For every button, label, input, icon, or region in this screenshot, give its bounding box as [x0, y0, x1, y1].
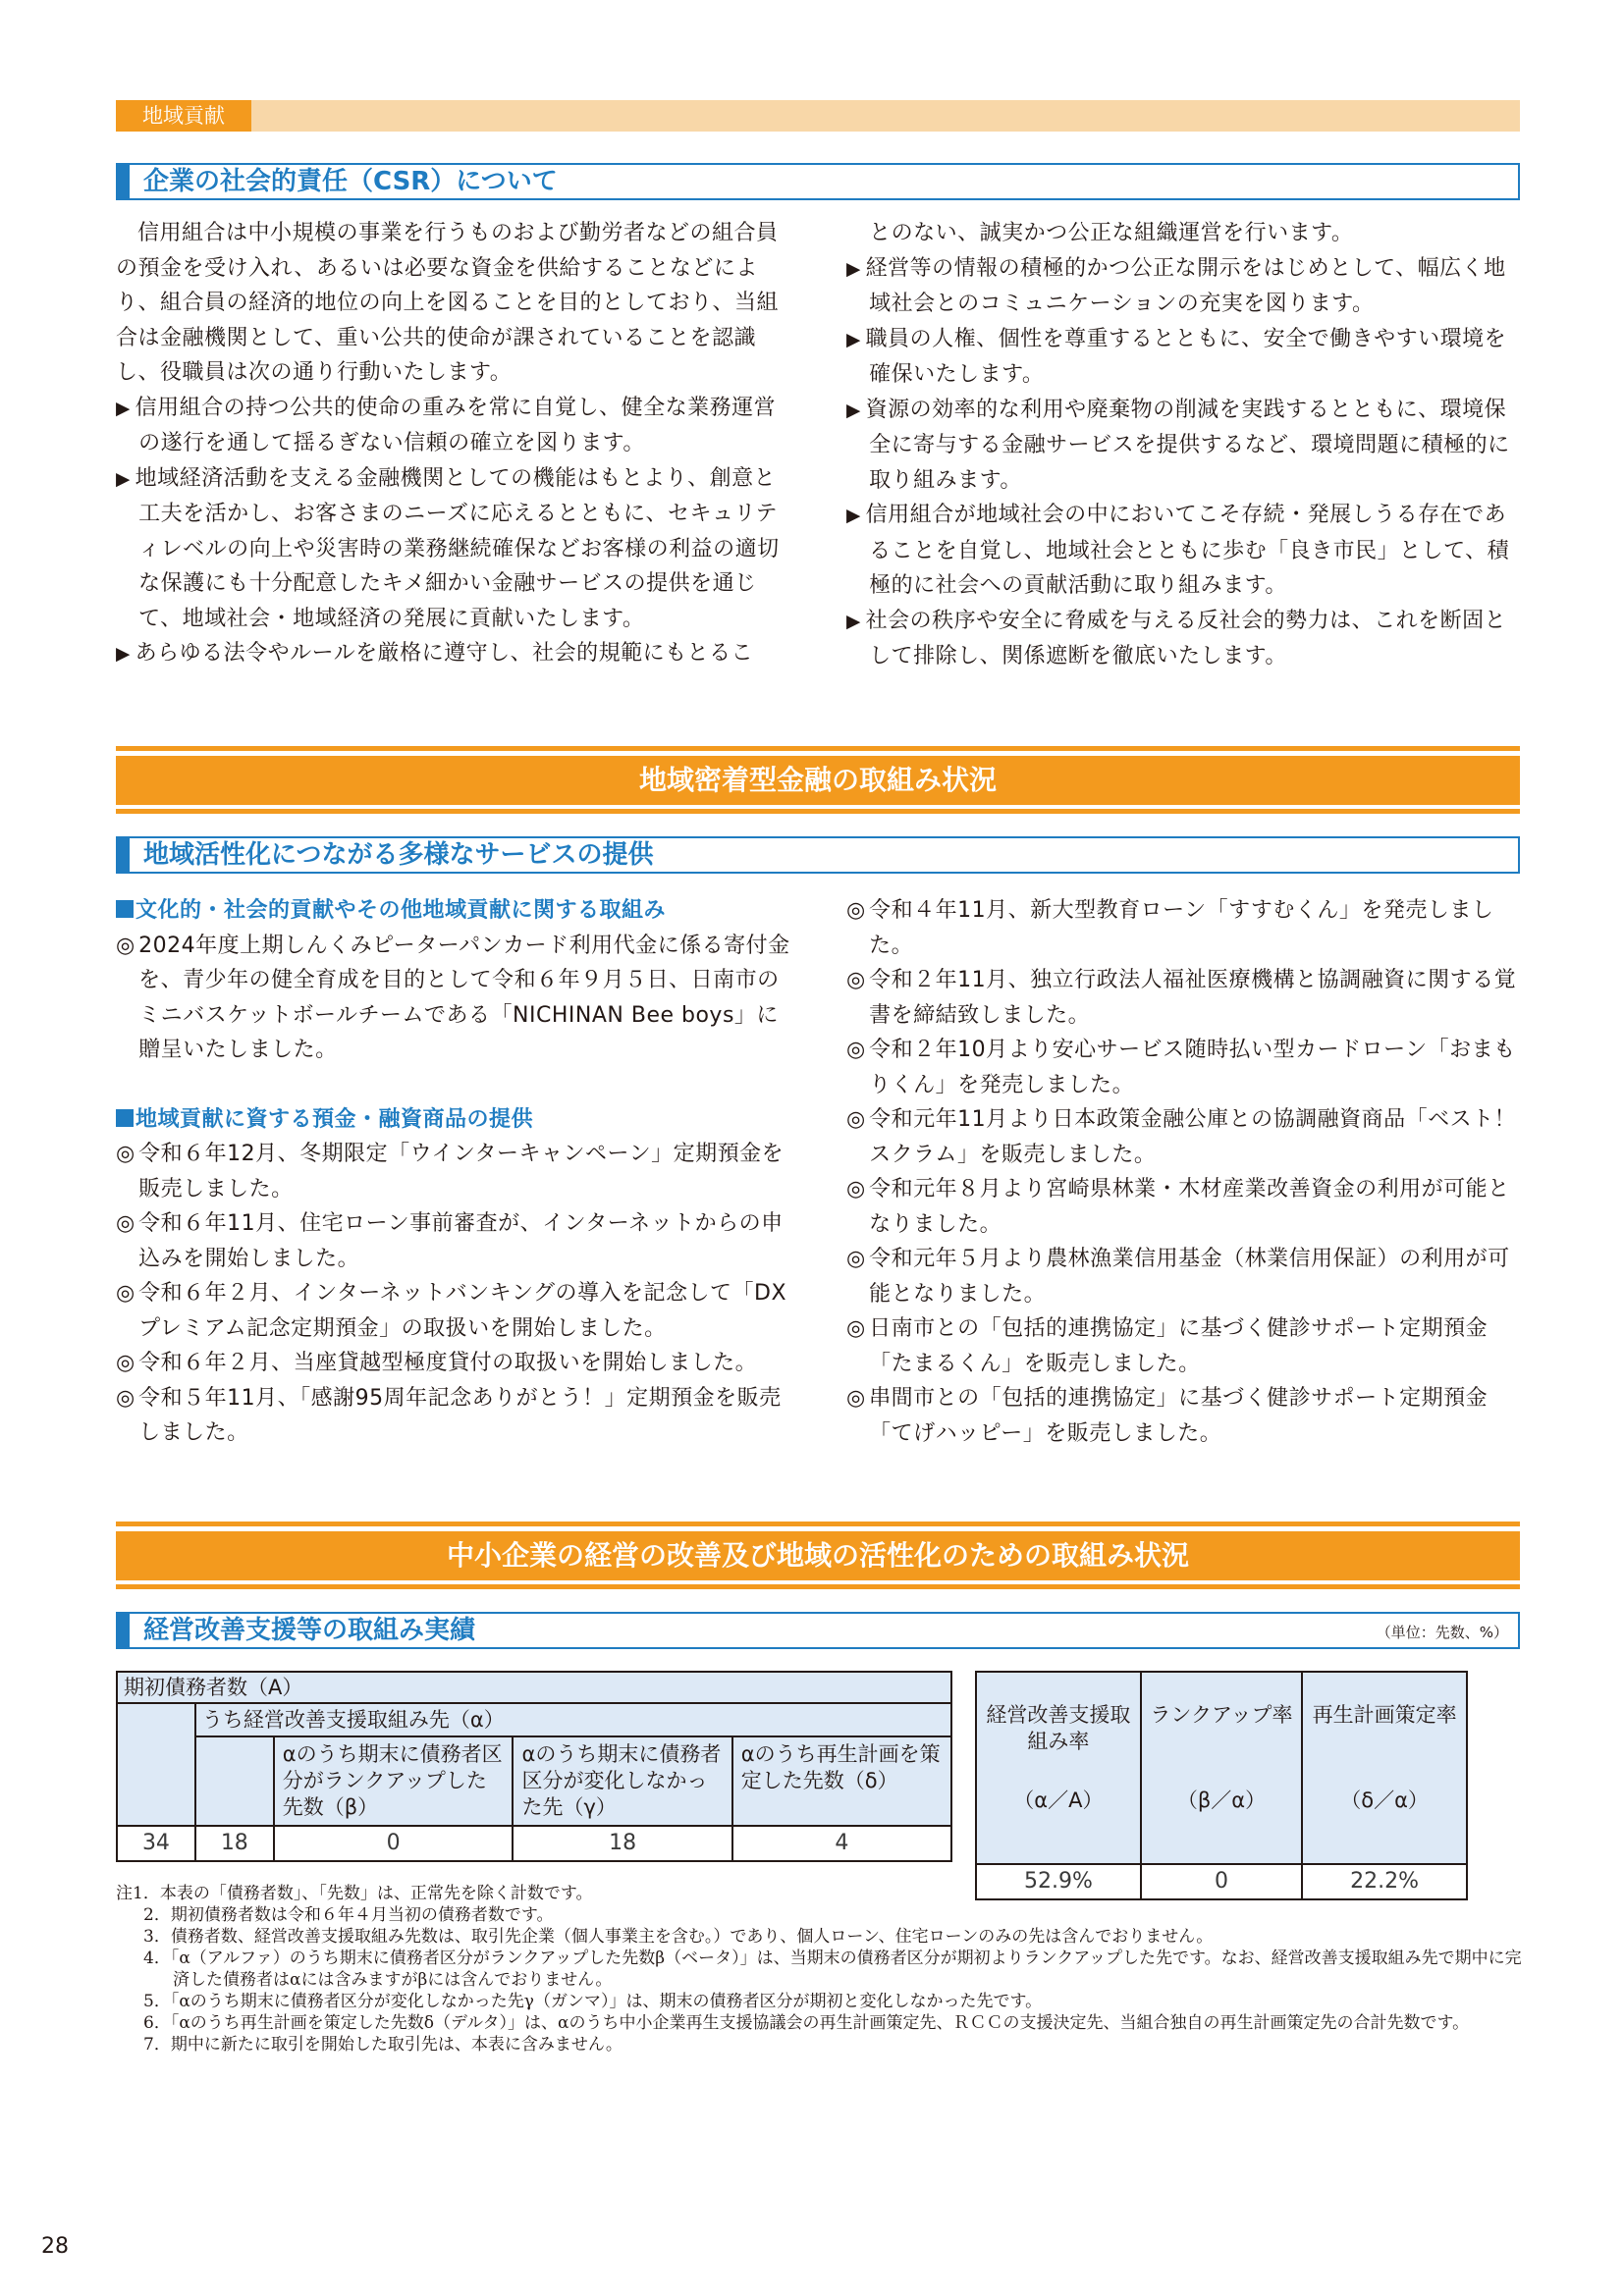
double-circle-icon: ◎ — [846, 1107, 866, 1132]
rates-table — [975, 1671, 1468, 1900]
product-item: ◎ 令和４年11月、新大型教育ローン「すすむくん」を発売しました。 — [846, 893, 1524, 963]
double-circle-icon: ◎ — [116, 1351, 135, 1375]
product-item: ◎ 令和６年２月、当座貸越型極度貸付の取扱いを開始しました。 — [116, 1346, 793, 1381]
triangle-bullet-icon: ▶ — [846, 329, 861, 350]
note-item: 6．「αのうち再生計画を策定した先数δ（デルタ）」は、αのうち中小企業再生支援協議会の再生計画策定先、ＲＣＣの支援決定先、当組合独自の再生計画策定先の合計先数です。 — [143, 2013, 1470, 2033]
csr-bullet: ▶ 職員の人権、個性を尊重するとともに、安全で働きやすい環境を確保いたします。 — [846, 322, 1524, 393]
triangle-bullet-icon: ▶ — [116, 644, 131, 665]
products-heading: 地域貢献に資する預金・融資商品の提供 — [116, 1102, 793, 1138]
product-item: ◎ 令和元年11月より日本政策金融公庫との協調融資商品「ベスト！スクラム」を販売しました。 — [846, 1102, 1524, 1172]
product-item: ◎ 令和６年11月、住宅ローン事前審査が、インターネットからの申込みを開始しました。 — [116, 1206, 793, 1276]
header-delta: αのうち再生計画を策定した先数（δ） — [732, 1736, 951, 1826]
double-circle-icon: ◎ — [846, 898, 866, 923]
note-item: 7．期中に新たに取引を開始した取引先は、本表に含みません。 — [143, 2035, 623, 2055]
spacer — [116, 1068, 793, 1102]
csr-section-title: 企業の社会的責任（CSR）について — [116, 163, 1520, 200]
table-header-row — [976, 1672, 1467, 1864]
regional-services-title: 地域活性化につながる多様なサービスの提供 — [116, 836, 1520, 874]
csr-bullet: ▶ 資源の効率的な利用や廃棄物の削減を実践するとともに、環境保全に寄与する金融サービスを提供するなど、環境問題に積極的に取り組みます。 — [846, 393, 1524, 499]
double-circle-icon: ◎ — [846, 1386, 866, 1411]
header-rankup-rate: ランクアップ率 （β／α） — [1141, 1672, 1302, 1864]
category-tag: 地域貢献 — [116, 100, 251, 132]
debtor-counts-table — [116, 1671, 952, 1862]
value-beta: 0 — [274, 1826, 514, 1861]
header-alpha-spacer — [195, 1736, 274, 1826]
product-item: ◎ 令和元年５月より農林漁業信用基金（林業信用保証）の利用が可能となりました。 — [846, 1242, 1524, 1311]
banner-rule — [116, 809, 1520, 814]
csr-bullet: ▶ 信用組合が地域社会の中においてこそ存続・発展しうる存在であることを自覚し、地域社会とともに歩む「良き市民」として、積極的に社会への貢献活動に取り組みます。 — [846, 498, 1524, 604]
regional-left-column — [116, 893, 793, 1451]
table-header-row — [117, 1736, 951, 1826]
square-bullet-icon — [116, 1109, 134, 1127]
csr-bullet: ▶ 社会の秩序や安全に脅威を与える反社会的勢力は、これを断固として排除し、関係遮断を徹底いたします。 — [846, 604, 1524, 674]
header-beta: αのうち期末に債務者区分がランクアップした先数（β） — [274, 1736, 514, 1826]
value-gamma: 18 — [513, 1826, 731, 1861]
value-rankup-rate: 0 — [1141, 1864, 1302, 1899]
triangle-bullet-icon: ▶ — [846, 611, 861, 632]
banner-rule — [116, 1522, 1520, 1526]
table-header-row — [117, 1703, 951, 1736]
banner-title: 地域密着型金融の取組み状況 — [116, 756, 1520, 805]
header-A-spacer — [117, 1703, 195, 1826]
product-item: ◎ 令和２年10月より安心サービス随時払い型カードローン「おまもりくん」を発売しました。 — [846, 1033, 1524, 1102]
csr-intro: 信用組合は中小規模の事業を行うものおよび勤労者などの組合員の預金を受け入れ、あるいは必要な資金を供給することなどにより、組合員の経済的地位の向上を図ることを目的としており、当組合は金融機関として、重い公共的使命が課されていることを認識し、役職員は次の通り行動いたします。 — [116, 221, 780, 385]
table-notes — [116, 1883, 1530, 2056]
double-circle-icon: ◎ — [116, 1281, 135, 1306]
csr-left-column — [116, 216, 793, 672]
double-circle-icon: ◎ — [846, 1316, 866, 1341]
triangle-bullet-icon: ▶ — [846, 400, 861, 421]
value-support-rate: 52.9% — [976, 1864, 1141, 1899]
page-number: 28 — [41, 2234, 69, 2259]
note-item: 4．「α（アルファ）のうち期末に債務者区分がランクアップした先数β（ベータ）」は、当期末の債務者区分が期初よりランクアップした先です。なお、経営改善支援取組み先で期中に完済した債務者はαには含みますがβには含んでおりません。 — [143, 1949, 1522, 1990]
value-plan-rate: 22.2% — [1302, 1864, 1467, 1899]
double-circle-icon: ◎ — [116, 1385, 135, 1411]
csr-continuation: とのない、誠実かつ公正な組織運営を行います。 — [869, 221, 1354, 245]
category-bar — [116, 100, 1520, 132]
header-A: 期初債務者数（A） — [117, 1672, 951, 1703]
triangle-bullet-icon: ▶ — [846, 506, 861, 526]
note-item: 2．期初債務者数は令和６年４月当初の債務者数です。 — [143, 1905, 554, 1925]
product-item: ◎ 令和６年２月、インターネットバンキングの導入を記念して「DXプレミアム記念定期預金」の取扱いを開始しました。 — [116, 1276, 793, 1346]
double-circle-icon: ◎ — [846, 1247, 866, 1271]
product-item: ◎ 日南市との「包括的連携協定」に基づく健診サポート定期預金「たまるくん」を販売しました。 — [846, 1311, 1524, 1381]
header-gamma: αのうち期末に債務者区分が変化しなかった先（γ） — [513, 1736, 731, 1826]
product-item: ◎ 令和２年11月、独立行政法人福祉医療機構と協調融資に関する覚書を締結致しました。 — [846, 963, 1524, 1033]
product-item: ◎ 令和５年11月、「感謝95周年記念ありがとう！」定期預金を販売しました。 — [116, 1381, 793, 1451]
csr-right-column — [846, 216, 1524, 674]
double-circle-icon: ◎ — [116, 1211, 135, 1236]
csr-bullet: ▶ 経営等の情報の積極的かつ公正な開示をはじめとして、幅広く地域社会とのコミュニケーションの充実を図ります。 — [846, 251, 1524, 322]
double-circle-icon: ◎ — [116, 933, 135, 958]
header-alpha: うち経営改善支援取組み先（α） — [195, 1703, 951, 1736]
banner-title: 中小企業の経営の改善及び地域の活性化のための取組み状況 — [116, 1531, 1520, 1580]
triangle-bullet-icon: ▶ — [116, 468, 131, 490]
table-row — [117, 1826, 951, 1861]
csr-bullet: ▶ 地域経済活動を支える金融機関としての機能はもとより、創意と工夫を活かし、お客さまのニーズに応えるとともに、セキュリティレベルの向上や災害時の業務継続確保などお客様の利益の適切な保護にも十分配意したキメ細かい金融サービスの提供を通じて、地域社会・地域経済の発展に貢献いたします。 — [116, 461, 793, 637]
csr-bullet: ▶ 信用組合の持つ公共的使命の重みを常に自覚し、健全な業務運営の遂行を通して揺るぎない信頼の確立を図ります。 — [116, 391, 793, 461]
cultural-item: ◎ 2024年度上期しんくみピーターパンカード利用代金に係る寄付金を、青少年の健全育成を目的として令和６年９月５日、日南市のミニバスケットボールチームである「NICHINAN Bee boys」に贈呈いたしました。 — [116, 929, 793, 1068]
value-A: 34 — [117, 1826, 195, 1861]
regional-finance-banner — [116, 746, 1520, 815]
header-plan-rate: 再生計画策定率 （δ／α） — [1302, 1672, 1467, 1864]
csr-bullet: ▶ あらゆる法令やルールを厳格に遵守し、社会的規範にもとるこ — [116, 636, 793, 672]
banner-rule — [116, 746, 1520, 751]
value-delta: 4 — [732, 1826, 951, 1861]
regional-right-column — [846, 893, 1524, 1451]
product-item: ◎ 令和６年12月、冬期限定「ウインターキャンペーン」定期預金を販売しました。 — [116, 1137, 793, 1206]
triangle-bullet-icon: ▶ — [116, 398, 131, 419]
sme-support-banner — [116, 1522, 1520, 1590]
cultural-contribution-heading: 文化的・社会的貢献やその他地域貢献に関する取組み — [116, 893, 793, 929]
note-item: 注1．本表の「債務者数」、「先数」は、正常先を除く計数です。 — [116, 1884, 593, 1903]
double-circle-icon: ◎ — [846, 968, 866, 992]
header-support-rate: 経営改善支援取組み率 （α／A） — [976, 1672, 1141, 1864]
product-item: ◎ 令和元年８月より宮崎県林業・木材産業改善資金の利用が可能となりました。 — [846, 1172, 1524, 1242]
note-item: 5．「αのうち期末に債務者区分が変化しなかった先γ（ガンマ）」は、期末の債務者区分が期初と変化しなかった先です。 — [143, 1992, 1043, 2011]
double-circle-icon: ◎ — [846, 1177, 866, 1201]
note-item: 3．債務者数、経営改善支援取組み先数は、取引先企業（個人事業主を含む。）であり、個人ローン、住宅ローンのみの先は含んでおりません。 — [143, 1927, 1214, 1947]
triangle-bullet-icon: ▶ — [846, 258, 861, 280]
double-circle-icon: ◎ — [116, 1142, 135, 1166]
management-support-title: 経営改善支援等の取組み実績 （単位：先数、%） — [116, 1612, 1520, 1649]
unit-note: （単位：先数、%） — [1376, 1624, 1508, 1641]
double-circle-icon: ◎ — [846, 1038, 866, 1062]
product-item: ◎ 串間市との「包括的連携協定」に基づく健診サポート定期預金「てげハッピー」を販売しました。 — [846, 1381, 1524, 1451]
table-header-row — [117, 1672, 951, 1703]
square-bullet-icon — [116, 900, 134, 918]
banner-rule — [116, 1584, 1520, 1589]
value-alpha: 18 — [195, 1826, 274, 1861]
